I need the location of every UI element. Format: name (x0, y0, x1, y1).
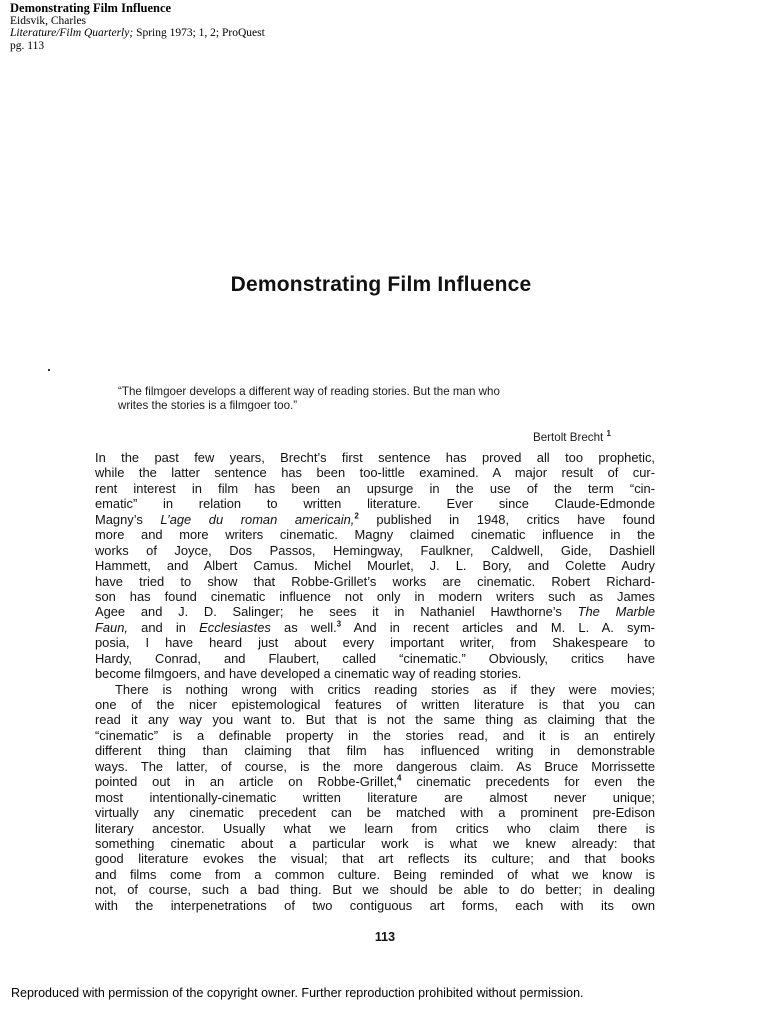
book-title: Ecclesiastes (199, 619, 271, 635)
citation-header (10, 2, 265, 52)
body-line: literary ancestor. Usually what we learn from critics who claim there is (95, 820, 655, 836)
body-line: read it any way you want to. But that is not the same thing as claiming that the (95, 712, 655, 728)
body-line: become filmgoers, and have developed a cinematic way of reading stories. (95, 666, 522, 682)
citation-title: Demonstrating Film Influence (10, 1, 172, 15)
citation-source (10, 27, 265, 40)
body-line: son has found cinematic influence not only in modern writers such as James (95, 588, 655, 604)
body-text-run: pointed out in an article on Robbe-Grillet, (95, 774, 398, 790)
body-line: works of Joyce, Dos Passos, Hemingway, Faulkner, Caldwell, Gide, Dashiell (95, 542, 655, 558)
body-line: with the interpenetrations of two contiguous art forms, each with its own (95, 897, 655, 913)
article-title: Demonstrating Film Influence (230, 273, 532, 296)
body-text-run: Magny’s (95, 511, 161, 527)
citation-issue: Spring 1973; 1, 2; ProQuest (133, 27, 265, 39)
book-title: The Marble (577, 604, 655, 620)
body-line: posia, I have heard just about every important writer, from Shakespeare to (95, 635, 655, 651)
body-text-run: And in recent articles and M. L. A. sym- (341, 619, 655, 635)
body-line: “cinematic” is a definable property in the stories read, and it is an entirely (95, 727, 655, 743)
body-line (95, 512, 655, 527)
citation-author: Eidsvik, Charles (10, 14, 87, 27)
footnote-ref: 2 (354, 511, 359, 521)
body-line (95, 774, 655, 789)
epigraph (118, 385, 658, 413)
body-line: rent interest in film has been an upsurge in the use of the term “cin- (95, 480, 655, 496)
epigraph-line: writes the stories is a filmgoer too.” (118, 399, 298, 412)
body-text-run: Agee and J. D. Salinger; he sees it in Nathaniel Hawthorne’s (95, 604, 578, 620)
body-text-run: cinematic precedents for even the (401, 774, 655, 790)
body-line: In the past few years, Brecht’s first sentence has proved all too prophetic, (95, 450, 655, 465)
body-text-run: as well. (270, 619, 337, 635)
body-line: more and more writers cinematic. Magny claimed cinematic influence in the (95, 527, 655, 543)
body-line (95, 620, 655, 635)
citation-journal: Literature/Film Quarterly; (10, 27, 134, 39)
footnote-ref: 1 (606, 429, 611, 438)
epigraph-attribution (533, 429, 611, 444)
copyright-notice: Reproduced with permission of the copyright owner. Further reproduction prohibited without permission. (11, 986, 584, 1000)
body-line (95, 604, 655, 619)
body-line: There is nothing wrong with critics reading stories as if they were movies; (115, 681, 655, 697)
article-body (95, 450, 655, 913)
footnote-ref: 4 (397, 773, 402, 783)
citation-page: pg. 113 (10, 39, 45, 52)
body-text-run: published in 1948, critics have found (358, 511, 655, 527)
body-line: Hardy, Conrad, and Flaubert, called “cinematic.” Obviously, critics have (95, 650, 655, 666)
body-line: virtually any cinematic precedent can be matched with a prominent pre-Edison (95, 805, 655, 821)
footnote-ref: 3 (336, 619, 342, 629)
scan-speck (48, 369, 50, 371)
attribution-name: Bertolt Brecht (533, 430, 604, 444)
body-line: have tried to show that Robbe-Grillet’s works are cinematic. Robert Richard- (95, 573, 655, 589)
page-number: 113 (374, 930, 396, 944)
body-line: and films come from a common culture. Being reminded of what we know is (95, 866, 655, 882)
body-line: something cinematic about a particular work is what we knew already: that (95, 835, 655, 851)
body-line: one of the nicer epistemological features of written literature is that you can (95, 697, 655, 712)
body-line: different thing than claiming that film has influenced writing in demonstrable (95, 743, 655, 759)
body-line: while the latter sentence has been too-little examined. A major result of cur- (95, 465, 655, 481)
book-title: L’age du roman americain, (160, 511, 355, 527)
body-line: not, of course, such a bad thing. But we should be able to do better; in dealing (95, 882, 655, 898)
body-line: ematic” in relation to written literature. Ever since Claude-Edmonde (95, 496, 655, 512)
body-text-run: and in (127, 619, 200, 635)
book-title: Faun, (95, 619, 128, 635)
body-line: ways. The latter, of course, is the more dangerous claim. As Bruce Morrissette (95, 758, 655, 774)
body-line: most intentionally-cinematic written literature are almost never unique; (95, 789, 655, 805)
body-line: Hammett, and Albert Camus. Michel Mourlet, J. L. Bory, and Colette Audry (95, 558, 655, 574)
epigraph-line: “The filmgoer develops a different way of reading stories. But the man who (118, 385, 500, 398)
body-line: good literature evokes the visual; that art reflects its culture; and that books (95, 851, 655, 867)
